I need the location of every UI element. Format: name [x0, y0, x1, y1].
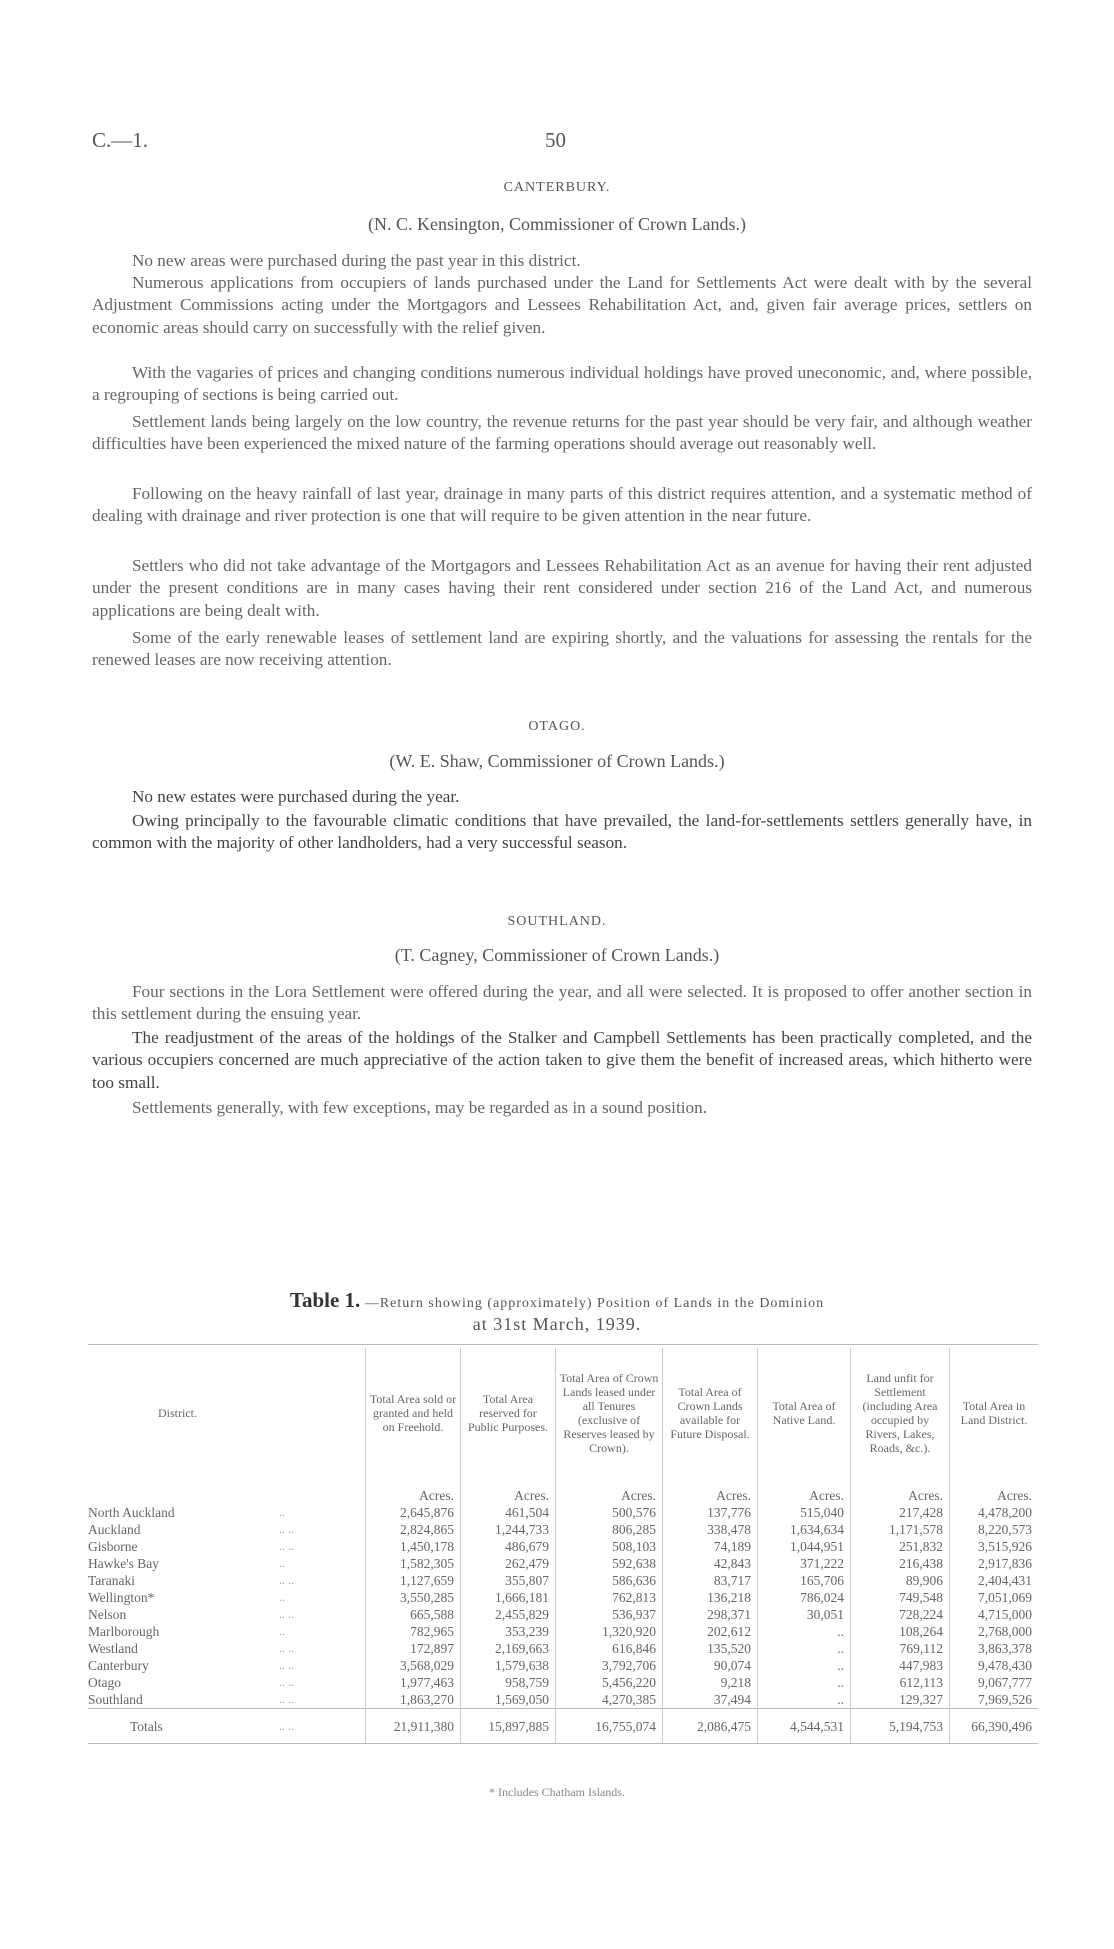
- table-cell: 3,863,378: [950, 1640, 1039, 1657]
- table-cell: 612,113: [851, 1674, 950, 1691]
- table-cell: 251,832: [851, 1538, 950, 1555]
- southland-paragraph: Four sections in the Lora Settlement were offered during the year, and all were selected. It is proposed to offer another section in this settlement during the ensuing year.: [92, 982, 1032, 1024]
- table-cell: 806,285: [556, 1521, 663, 1538]
- table-caption-text: —Return showing (approximately) Position of Lands in the Dominion: [364, 1296, 825, 1311]
- leader-dots: .. ..: [279, 1658, 294, 1672]
- page-reference: C.—1.: [92, 128, 149, 152]
- table-cell: 461,504: [461, 1504, 556, 1521]
- table-cell: 74,189: [663, 1538, 758, 1555]
- table-cell: 1,320,920: [556, 1623, 663, 1640]
- table-cell: 2,768,000: [950, 1623, 1039, 1640]
- column-header-leased: Total Area of Crown Lands leased under all Tenures (exclusive of Reserves leased by Crown).: [556, 1348, 663, 1478]
- table-cell: 3,550,285: [366, 1589, 461, 1606]
- canterbury-paragraph: Numerous applications from occupiers of lands purchased under the Land for Settlements Act were dealt with by the several Adjustment Commissions acting under the Mortgagors and Lessees Rehabilitation Act, and, given fair average prices, settlers on economic areas should carry on successfully with the relief given.: [92, 273, 1032, 337]
- canterbury-paragraph: No new areas were purchased during the past year in this district.: [132, 251, 581, 270]
- table-cell: 1,244,733: [461, 1521, 556, 1538]
- column-header-unfit: Land unfit for Settlement (including Area occupied by Rivers, Lakes, Roads, &c.).: [851, 1348, 950, 1478]
- leader-dots: ..: [279, 1590, 285, 1604]
- leader-dots: .. ..: [273, 1709, 366, 1744]
- table-cell: 216,438: [851, 1555, 950, 1572]
- table-row: [88, 1657, 1038, 1674]
- totals-row: [88, 1709, 1038, 1744]
- canterbury-commissioner: (N. C. Kensington, Commissioner of Crown Lands.): [368, 214, 746, 234]
- canterbury-paragraph: Settlers who did not take advantage of the Mortgagors and Lessees Rehabilitation Act as an avenue for having their rent adjusted under the present conditions are in many cases having their rent considered under section 216 of the Land Act, and numerous applications are being dealt with.: [92, 556, 1032, 620]
- column-header-total: Total Area in Land District.: [950, 1348, 1039, 1478]
- table-cell: 9,218: [663, 1674, 758, 1691]
- totals-cell: 4,544,531: [758, 1709, 851, 1744]
- totals-cell: 21,911,380: [366, 1709, 461, 1744]
- unit-label: Acres.: [663, 1478, 758, 1504]
- table-cell: 2,824,865: [366, 1521, 461, 1538]
- table-cell: 7,051,069: [950, 1589, 1039, 1606]
- totals-cell: 15,897,885: [461, 1709, 556, 1744]
- table-cell: 136,218: [663, 1589, 758, 1606]
- table-cell: 486,679: [461, 1538, 556, 1555]
- table-cell: 3,515,926: [950, 1538, 1039, 1555]
- table-cell: 500,576: [556, 1504, 663, 1521]
- table-cell: 592,638: [556, 1555, 663, 1572]
- otago-commissioner: (W. E. Shaw, Commissioner of Crown Lands.): [389, 751, 725, 771]
- southland-heading: SOUTHLAND.: [507, 914, 607, 929]
- totals-cell: 5,194,753: [851, 1709, 950, 1744]
- canterbury-paragraph: Following on the heavy rainfall of last year, drainage in many parts of this district requires attention, and a systematic method of dealing with drainage and river protection is one that will require to be given attention in the near future.: [92, 484, 1032, 526]
- column-header-district: District.: [158, 1406, 197, 1420]
- otago-paragraph: Owing principally to the favourable climatic conditions that have prevailed, the land-for-settlements settlers generally have, in common with the majority of other landholders, had a very successful season.: [92, 811, 1032, 853]
- table-cell: 165,706: [758, 1572, 851, 1589]
- column-header-available: Total Area of Crown Lands available for Future Disposal.: [663, 1348, 758, 1478]
- page-number: 50: [545, 128, 566, 152]
- unit-label: Acres.: [556, 1478, 663, 1504]
- table-row: [88, 1674, 1038, 1691]
- leader-dots: .. ..: [279, 1539, 294, 1553]
- table-cell: 4,715,000: [950, 1606, 1039, 1623]
- table-cell: 2,404,431: [950, 1572, 1039, 1589]
- table-row: [88, 1504, 1038, 1521]
- table-cell: 3,568,029: [366, 1657, 461, 1674]
- table-cell: 1,977,463: [366, 1674, 461, 1691]
- table-cell: 665,588: [366, 1606, 461, 1623]
- table-cell: 298,371: [663, 1606, 758, 1623]
- leader-dots: ..: [279, 1505, 285, 1519]
- district-cell: Otago: [88, 1675, 121, 1690]
- table-cell: 89,906: [851, 1572, 950, 1589]
- table-row: [88, 1538, 1038, 1555]
- table-cell: 108,264: [851, 1623, 950, 1640]
- table-cell: 1,634,634: [758, 1521, 851, 1538]
- table-caption: [0, 1288, 1114, 1313]
- table-cell: 4,270,385: [556, 1691, 663, 1709]
- leader-dots: .. ..: [279, 1641, 294, 1655]
- table-cell: 37,494: [663, 1691, 758, 1709]
- table-cell: 786,024: [758, 1589, 851, 1606]
- column-header-native: Total Area of Native Land.: [758, 1348, 851, 1478]
- table-cell: 129,327: [851, 1691, 950, 1709]
- table-cell: 137,776: [663, 1504, 758, 1521]
- table-cell: 7,969,526: [950, 1691, 1039, 1709]
- table-cell: ..: [758, 1640, 851, 1657]
- unit-label: Acres.: [366, 1478, 461, 1504]
- table-cell: 1,863,270: [366, 1691, 461, 1709]
- district-cell: Westland: [88, 1641, 138, 1656]
- table-cell: 958,759: [461, 1674, 556, 1691]
- southland-commissioner: (T. Cagney, Commissioner of Crown Lands.): [394, 945, 720, 965]
- otago-paragraph: No new estates were purchased during the year.: [132, 787, 460, 806]
- table-row: [88, 1589, 1038, 1606]
- table-row: [88, 1521, 1038, 1538]
- table-cell: 83,717: [663, 1572, 758, 1589]
- table-cell: 2,645,876: [366, 1504, 461, 1521]
- table-cell: ..: [758, 1657, 851, 1674]
- totals-cell: 2,086,475: [663, 1709, 758, 1744]
- table-header-row: [88, 1348, 1038, 1478]
- table-cell: 762,813: [556, 1589, 663, 1606]
- canterbury-paragraph: Settlement lands being largely on the low country, the revenue returns for the past year should be very fair, and although weather difficulties have been experienced the mixed nature of the farming operations should average out reasonably well.: [92, 412, 1032, 454]
- column-header-freehold: Total Area sold or granted and held on Freehold.: [366, 1348, 461, 1478]
- totals-cell: 16,755,074: [556, 1709, 663, 1744]
- totals-label: Totals: [88, 1709, 273, 1744]
- table-label: Table 1.: [289, 1288, 361, 1312]
- leader-dots: .. ..: [279, 1573, 294, 1587]
- district-cell: Marlborough: [88, 1624, 160, 1639]
- leader-dots: ..: [279, 1624, 285, 1638]
- otago-heading: OTAGO.: [528, 719, 586, 734]
- table-cell: 515,040: [758, 1504, 851, 1521]
- table-cell: 536,937: [556, 1606, 663, 1623]
- units-row: [88, 1478, 1038, 1504]
- district-cell: Hawke's Bay: [88, 1556, 160, 1571]
- table-cell: 262,479: [461, 1555, 556, 1572]
- leader-dots: .. ..: [279, 1607, 294, 1621]
- totals-cell: 66,390,496: [950, 1709, 1039, 1744]
- district-cell: Auckland: [88, 1522, 141, 1537]
- leader-dots: ..: [279, 1556, 285, 1570]
- leader-dots: .. ..: [279, 1675, 294, 1689]
- table-cell: 355,807: [461, 1572, 556, 1589]
- table-row: [88, 1640, 1038, 1657]
- table-cell: 30,051: [758, 1606, 851, 1623]
- district-cell: Wellington*: [88, 1590, 155, 1605]
- table-cell: 338,478: [663, 1521, 758, 1538]
- table-cell: 172,897: [366, 1640, 461, 1657]
- table-cell: 8,220,573: [950, 1521, 1039, 1538]
- table-cell: 1,569,050: [461, 1691, 556, 1709]
- table-cell: 769,112: [851, 1640, 950, 1657]
- leader-dots: .. ..: [279, 1522, 294, 1536]
- table-caption-date: at 31st March, 1939.: [472, 1314, 642, 1334]
- district-cell: Southland: [88, 1692, 143, 1707]
- district-cell: Taranaki: [88, 1573, 136, 1588]
- canterbury-heading: CANTERBURY.: [503, 180, 611, 195]
- table-cell: 728,224: [851, 1606, 950, 1623]
- column-header-reserved: Total Area reserved for Public Purposes.: [461, 1348, 556, 1478]
- table-cell: 1,582,305: [366, 1555, 461, 1572]
- table-cell: 1,044,951: [758, 1538, 851, 1555]
- district-cell: North Auckland: [88, 1505, 175, 1520]
- table-cell: 508,103: [556, 1538, 663, 1555]
- table-row: [88, 1572, 1038, 1589]
- southland-paragraph: Settlements generally, with few exceptions, may be regarded as in a sound position.: [132, 1098, 707, 1117]
- table-cell: 1,579,638: [461, 1657, 556, 1674]
- table-cell: 782,965: [366, 1623, 461, 1640]
- table-cell: 2,917,836: [950, 1555, 1039, 1572]
- unit-label: Acres.: [950, 1478, 1039, 1504]
- unit-label: Acres.: [851, 1478, 950, 1504]
- table-cell: 586,636: [556, 1572, 663, 1589]
- table-cell: 353,239: [461, 1623, 556, 1640]
- table-cell: 749,548: [851, 1589, 950, 1606]
- unit-label: Acres.: [758, 1478, 851, 1504]
- table-top-rule: [88, 1344, 1038, 1345]
- lands-table: [88, 1348, 1038, 1744]
- table-row: [88, 1691, 1038, 1709]
- table-row: [88, 1623, 1038, 1640]
- table-cell: 4,478,200: [950, 1504, 1039, 1521]
- table-cell: 217,428: [851, 1504, 950, 1521]
- table-cell: ..: [758, 1674, 851, 1691]
- table-cell: 42,843: [663, 1555, 758, 1572]
- table-cell: 3,792,706: [556, 1657, 663, 1674]
- table-row: [88, 1555, 1038, 1572]
- table-footnote: * Includes Chatham Islands.: [489, 1785, 625, 1799]
- table-cell: 1,171,578: [851, 1521, 950, 1538]
- district-cell: Canterbury: [88, 1658, 149, 1673]
- table-cell: 9,067,777: [950, 1674, 1039, 1691]
- leader-dots: .. ..: [279, 1692, 294, 1706]
- table-cell: 1,666,181: [461, 1589, 556, 1606]
- table-cell: 135,520: [663, 1640, 758, 1657]
- district-cell: Nelson: [88, 1607, 127, 1622]
- unit-label: Acres.: [461, 1478, 556, 1504]
- table-cell: 371,222: [758, 1555, 851, 1572]
- canterbury-paragraph: With the vagaries of prices and changing conditions numerous individual holdings have proved uneconomic, and, where possible, a regrouping of sections is being carried out.: [92, 363, 1032, 405]
- table-cell: ..: [758, 1691, 851, 1709]
- table-cell: 1,450,178: [366, 1538, 461, 1555]
- table-cell: 1,127,659: [366, 1572, 461, 1589]
- table-cell: 90,074: [663, 1657, 758, 1674]
- table-cell: 2,455,829: [461, 1606, 556, 1623]
- table-cell: 2,169,663: [461, 1640, 556, 1657]
- table-row: [88, 1606, 1038, 1623]
- table-cell: 5,456,220: [556, 1674, 663, 1691]
- table-cell: 202,612: [663, 1623, 758, 1640]
- table-cell: 616,846: [556, 1640, 663, 1657]
- district-cell: Gisborne: [88, 1539, 138, 1554]
- canterbury-paragraph: Some of the early renewable leases of settlement land are expiring shortly, and the valuations for assessing the rentals for the renewed leases are now receiving attention.: [92, 628, 1032, 670]
- southland-paragraph: The readjustment of the areas of the holdings of the Stalker and Campbell Settlements has been practically completed, and the various occupiers concerned are much appreciative of the action taken to give them the benefit of increased areas, which hitherto were too small.: [92, 1028, 1032, 1092]
- table-cell: ..: [758, 1623, 851, 1640]
- table-cell: 447,983: [851, 1657, 950, 1674]
- table-cell: 9,478,430: [950, 1657, 1039, 1674]
